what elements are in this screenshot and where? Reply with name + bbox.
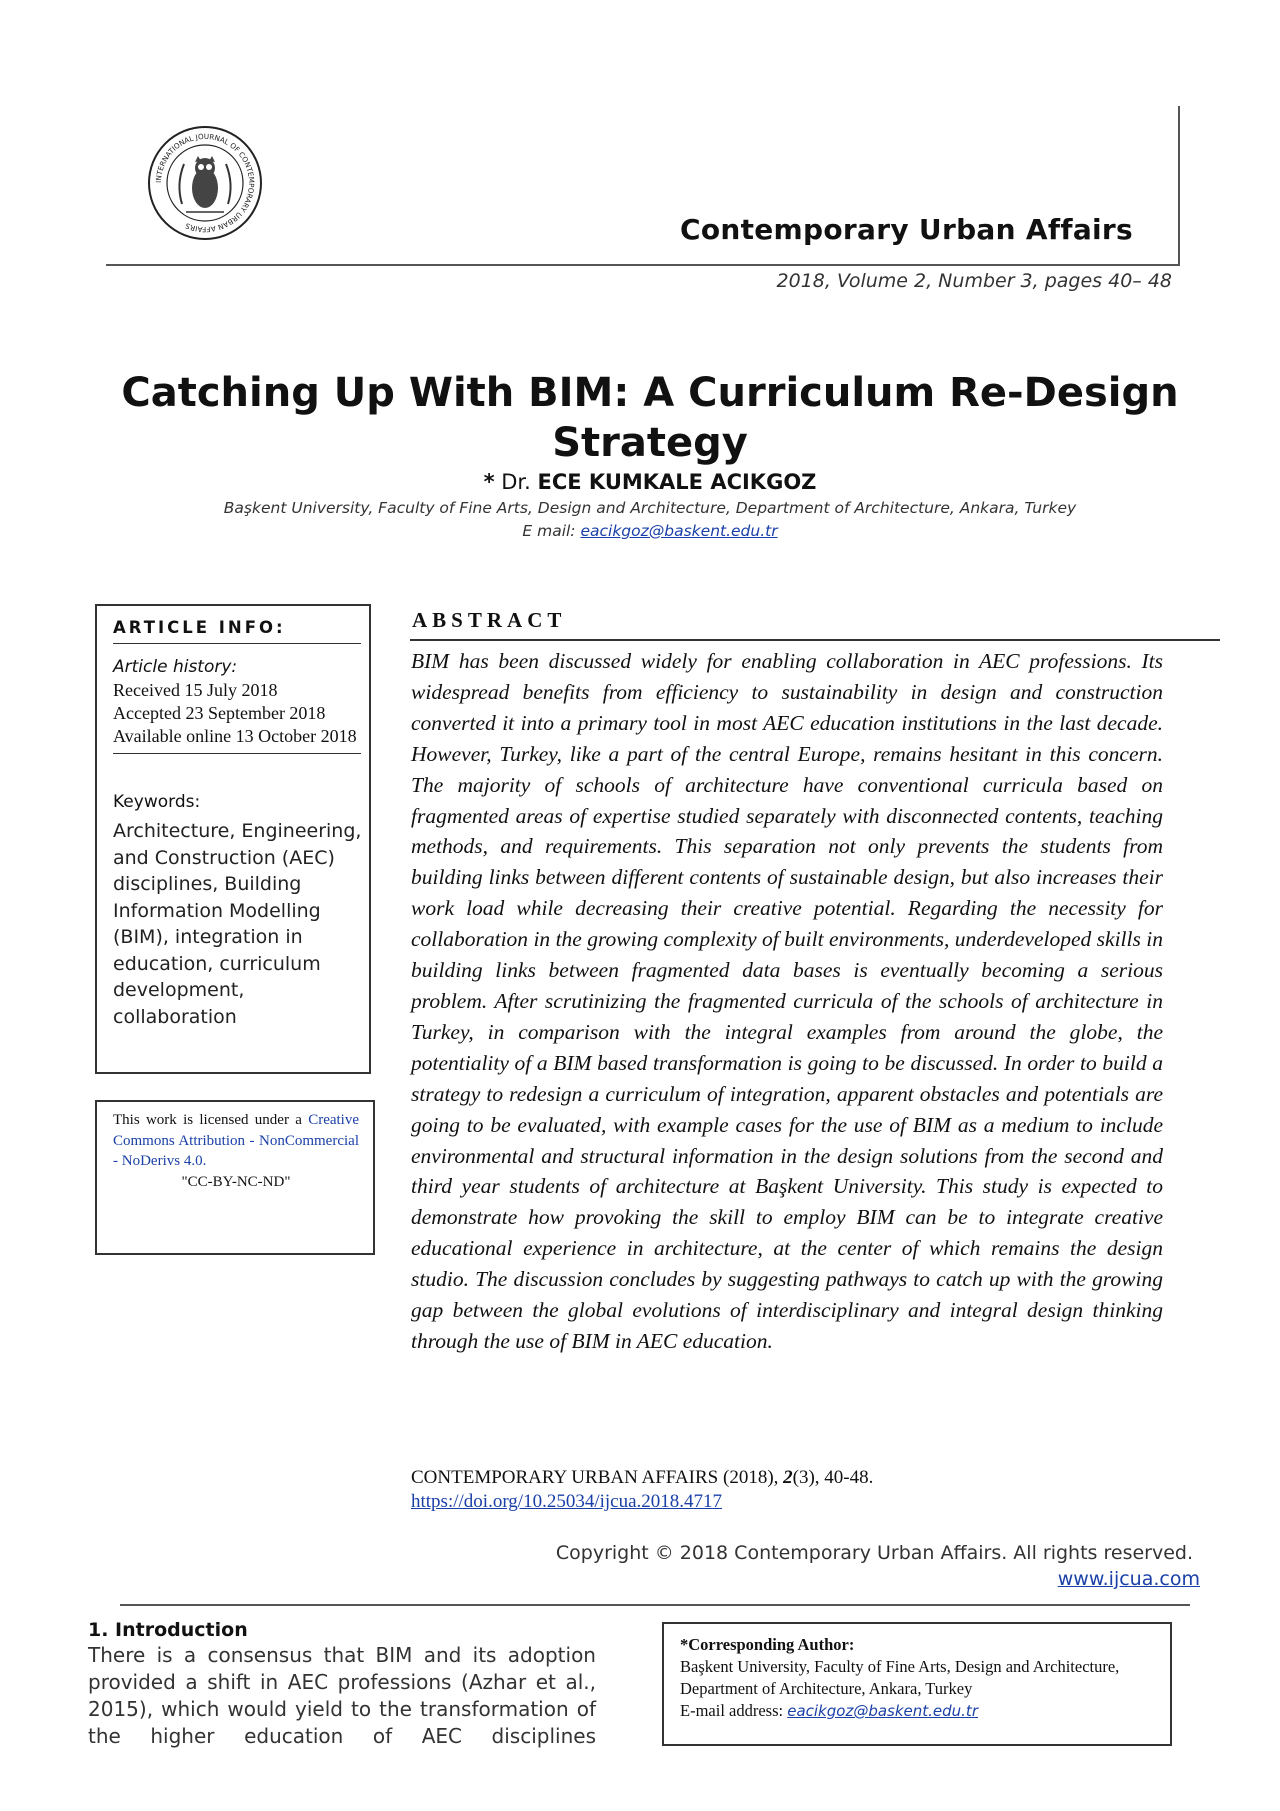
introduction-text: There is a consensus that BIM and its adoption provided a shift in AEC professions (Azhar et al., 2015), which would yield to the transformation of the higher education of AEC disciplines — [88, 1643, 596, 1748]
author-affiliation: Başkent University, Faculty of Fine Arts, Design and Architecture, Department of Architecture, Ankara, Turkey — [223, 499, 1077, 517]
header-horizontal-rule — [106, 264, 1180, 266]
abstract-heading: ABSTRACT — [412, 608, 567, 632]
history-heading: Article history: — [113, 657, 238, 677]
keywords-heading: Keywords: — [113, 792, 201, 812]
citation-pages: (3), 40-48. — [792, 1467, 874, 1488]
introduction-heading: 1. Introduction — [88, 1619, 248, 1641]
corresponding-email-line — [680, 1700, 1160, 1722]
keywords-list: Architecture, Engineering, and Construction (AEC) disciplines, Building Information Modelling (BIM), integration in education, curriculum development, collaboration — [113, 820, 362, 1028]
corresponding-author-box — [662, 1622, 1172, 1746]
license-code: "CC-BY-NC-ND" — [181, 1173, 291, 1190]
logo-ring-text: INTERNATIONAL JOURNAL OF CONTEMPORARY URBAN AFFAIRS — [153, 131, 257, 235]
issue-line: 2018, Volume 2, Number 3, pages 40– 48 — [776, 270, 1172, 292]
journal-name: Contemporary Urban Affairs — [679, 213, 1133, 246]
received-date: Received 15 July 2018 — [113, 680, 278, 700]
article-title: Catching Up With BIM: A Curriculum Re-Design Strategy — [121, 370, 1179, 466]
author-email-link[interactable]: eacikgoz@baskent.edu.tr — [580, 522, 778, 540]
accepted-date: Accepted 23 September 2018 — [113, 703, 326, 723]
corresponding-address: Başkent University, Faculty of Fine Arts, Design and Architecture, Department of Architecture, Ankara, Turkey — [680, 1657, 1120, 1698]
doi-link[interactable]: https://doi.org/10.25034/ijcua.2018.4717 — [411, 1491, 723, 1512]
license-link[interactable]: Creative Commons Attribution - NonCommercial - NoDerivs 4.0. — [113, 1112, 359, 1169]
copyright-notice: Copyright © 2018 Contemporary Urban Affairs. All rights reserved. — [555, 1542, 1193, 1564]
license-box — [95, 1100, 375, 1255]
abstract-rule — [410, 639, 1220, 641]
license-text — [113, 1110, 359, 1192]
section-divider — [120, 1604, 1190, 1606]
citation — [411, 1466, 1171, 1514]
article-history — [113, 656, 361, 754]
author-email-line — [120, 522, 1180, 540]
author-name: ECE KUMKALE ACIKGOZ — [537, 470, 817, 494]
corresponding-email-label: E-mail address: — [680, 1701, 784, 1720]
available-date: Available online 13 October 2018 — [113, 726, 357, 746]
email-label: E mail: — [522, 522, 576, 540]
license-prefix: This work is licensed under a — [113, 1112, 302, 1128]
journal-logo — [146, 124, 264, 242]
article-info-heading: ARTICLE INFO: — [113, 618, 361, 644]
author-prefix: Dr. — [501, 470, 531, 494]
abstract-text: BIM has been discussed widely for enabling collaboration in AEC professions. Its widespread benefits from efficiency to sustainability in design and construction converted it into a primary tool in most AEC education institutions in the last decade. However, Turkey, like a part of the central Europe, remains hesitant in this concern. The majority of schools of architecture have conventional curricula based on fragmented areas of expertise studied separately with disconnected contents, teaching methods, and requirements. This separation not only prevents the students from building links between different contents of sustainable design, but also increases their work load while decreasing their creative potential. Regarding the necessity for collaboration in the growing complexity of built environments, underdeveloped skills in building links between fragmented data bases is eventually becoming a serious problem. After scrutinizing the fragmented curricula of the schools of architecture in Turkey, in comparison with the integral examples from around the globe, the potentiality of a BIM based transformation is going to be discussed. In order to build a strategy to redesign a curriculum of integration, apparent obstacles and potentials are going to be evaluated, with example cases for the use of BIM as a medium to include environmental and structural information in the design solutions from the second and third year students of architecture at Başkent University. This study is expected to demonstrate how provoking the skill to employ BIM can be to integrate creative educational experience in architecture, at the center of which remains the design studio. The discussion concludes by suggesting pathways to catch up with the growing gap between the global evolutions of interdisciplinary and integral design thinking through the use of BIM in AEC education. — [411, 649, 1163, 1353]
author-line — [120, 470, 1180, 494]
citation-volume: 2 — [783, 1467, 793, 1488]
corresponding-email-link[interactable]: eacikgoz@baskent.edu.tr — [787, 1702, 978, 1720]
website-link[interactable]: www.ijcua.com — [1057, 1568, 1200, 1590]
corresponding-author-text — [680, 1634, 1160, 1722]
author-star: * — [483, 470, 495, 494]
corresponding-heading: *Corresponding Author: — [680, 1635, 855, 1654]
header-vertical-rule — [1178, 106, 1180, 266]
citation-journal: CONTEMPORARY URBAN AFFAIRS (2018), — [411, 1467, 779, 1488]
article-info-box — [95, 604, 371, 1074]
